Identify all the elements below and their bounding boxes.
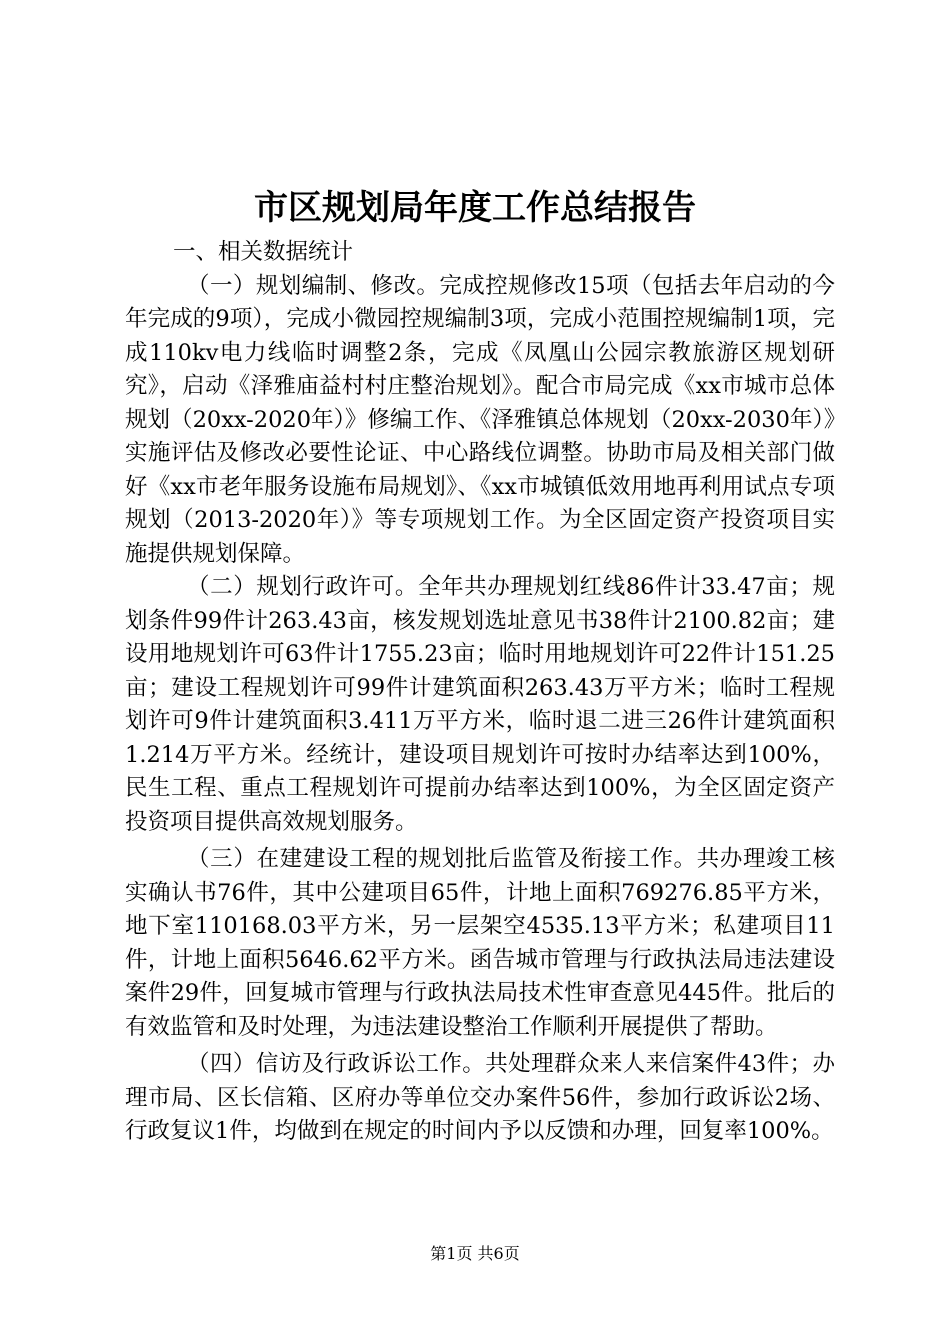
document-body xyxy=(125,236,835,1149)
document-title: 市区规划局年度工作总结报告 xyxy=(254,188,696,228)
section-heading: 一、相关数据统计 xyxy=(173,239,354,265)
paragraph-petitions-litigation: （四）信访及行政诉讼工作。共处理群众来人来信案件43件；办理市局、区长信箱、区府办等单位交办案件56件，参加行政诉讼2场、行政复议1件，均做到在规定的时间内予以反馈和办理，回复率100%。 xyxy=(125,1051,835,1144)
paragraph-planning-compilation: （一）规划编制、修改。完成控规修改15项（包括去年启动的今年完成的9项），完成小微园控规编制3项，完成小范围控规编制1项，完成110kv电力线临时调整2条，完成《凤凰山公园宗教旅游区规划研究》，启动《泽雅庙益村村庄整治规划》。配合市局完成《xx市城市总体规划（20xx-2020年）》修编工作、《泽雅镇总体规划（20xx-2030年）》实施评估及修改必要性论证、中心路线位调整。协助市局及相关部门做好《xx市老年服务设施布局规划》、《xx市城镇低效用地再利用试点专项规划（2013-2020年）》等专项规划工作。为全区固定资产投资项目实施提供规划保障。 xyxy=(125,272,835,567)
paragraph-post-approval-supervision: （三）在建建设工程的规划批后监管及衔接工作。共办理竣工核实确认书76件，其中公建项目65件，计地上面积769276.85平方米，地下室110168.03平方米，另一层架空4535.13平方米；私建项目11件，计地上面积5646.62平方米。函告城市管理与行政执法局违法建设案件29件，回复城市管理与行政执法局技术性审查意见445件。批后的有效监管和及时处理，为违法建设整治工作顺利开展提供了帮助。 xyxy=(125,846,835,1040)
paragraph-administrative-permits: （二）规划行政许可。全年共办理规划红线86件计33.47亩；规划条件99件计263.43亩，核发规划选址意见书38件计2100.82亩；建设用地规划许可63件计1755.23亩；临时用地规划许可22件计151.25亩；建设工程规划许可99件计建筑面积263.43万平方米；临时工程规划许可9件计建筑面积3.411万平方米，临时退二进三26件计建筑面积1.214万平方米。经统计，建设项目规划许可按时办结率达到100%，民生工程、重点工程规划许可提前办结率达到100%，为全区固定资产投资项目提供高效规划服务。 xyxy=(125,574,835,835)
page-number-footer: 第1页 共6页 xyxy=(430,1244,520,1263)
